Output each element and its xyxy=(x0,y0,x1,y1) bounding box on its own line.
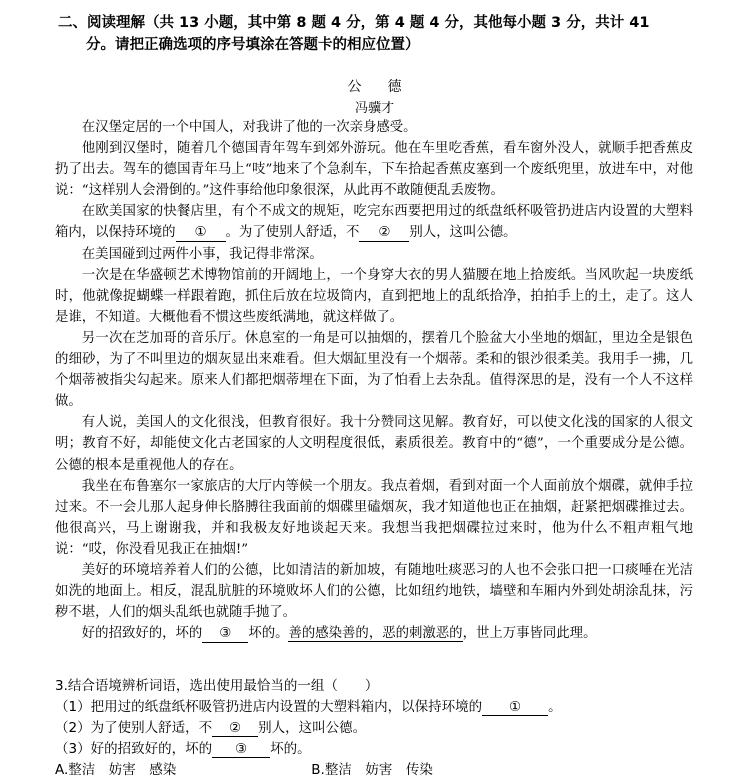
paragraph-10 xyxy=(55,623,693,644)
article-body xyxy=(55,117,693,644)
question-3 xyxy=(55,676,695,778)
item-3-blank: ③ xyxy=(212,741,270,758)
item-1-text-b: 。 xyxy=(548,699,562,715)
paragraph-4: 在美国碰到过两件小事，我记得非常深。 xyxy=(81,246,323,262)
question-3-options-cut: A.整洁 妨害 感染 B.整洁 妨害 传染 xyxy=(55,762,433,778)
question-3-stem: 3.结合语境辨析词语，选出使用最恰当的一组（ ） xyxy=(55,678,379,694)
paragraph-3-text-b: 。为了使别人舒适，不 xyxy=(225,225,360,241)
paragraph-8: 我坐在布鲁塞尔一家旅店的大厅内等候一个朋友。我点着烟，看到对面一个人面前放个烟碟，就伸手拉过来。不一会儿那人起身伸长胳膊往我面前的烟碟里磕烟灰，我才知道他也正在抽烟，赶紧把烟碟推过去。他很高兴，马上谢谢我，并和我极友好地谈起天来。我想当我把烟碟拉过来时，他为什么不粗声粗气地说：“哎，你没看见我正在抽烟!” xyxy=(55,478,693,557)
item-1-text-a: （1）把用过的纸盘纸杯吸管扔进店内设置的大塑料箱内，以保持环境的 xyxy=(55,699,483,715)
paragraph-3-text-c: 别人，这叫公德。 xyxy=(409,225,517,241)
article-title: 公德 xyxy=(347,79,428,95)
paragraph-2: 他刚到汉堡时，随着几个德国青年驾车到郊外游玩。他在车里吃香蕉，看车窗外没人，就顺手把香蕉皮扔了出去。驾车的德国青年马上“吱”地来了个急刹车，下车拾起香蕉皮塞到一个废纸兜里，放进车中，对他说：“这样别人会滑倒的。”这件事给他印象很深，从此再不敢随便乱丢废物。 xyxy=(55,141,693,199)
item-3-text-a: （3）好的招致好的，坏的 xyxy=(55,741,213,757)
paragraph-7: 有人说，美国人的文化很浅，但教育很好。我十分赞同这见解。教育好，可以使文化浅的国家的人很文明；教育不好，却能使文化古老国家的人文明程度很低，素质很差。教育中的“德”，一个重要成分是公德。公德的根本是重视他人的存在。 xyxy=(55,415,693,473)
question-3-item-3 xyxy=(55,739,695,760)
paragraph-10-text-c: ，世上万事皆同此理。 xyxy=(462,626,597,642)
blank-2: ② xyxy=(359,224,409,242)
paragraph-1: 在汉堡定居的一个中国人，对我讲了他的一次亲身感受。 xyxy=(81,120,417,135)
blank-3: ③ xyxy=(202,625,248,643)
paragraph-9: 美好的环境培养着人们的公德，比如清洁的新加坡，有随地吐痰恶习的人也不会张口把一口痰唾在光洁如洗的地面上。相反，混乱肮脏的环境败坏人们的公德，比如纽约地铁，墙壁和车厢内外到处胡涂乱抹，污秽不堪，人们的烟头乱纸也就随手抛了。 xyxy=(55,562,693,621)
paragraph-5: 一次是在华盛顿艺术博物馆前的开阔地上，一个身穿大衣的男人猫腰在地上拾废纸。当风吹起一块废纸时，他就像捉蝴蝶一样跟着跑，抓住后放在垃圾筒内，直到把地上的乱纸拾净，拍拍手上的土，走了。这人是谁，不知道。大概他看不惯这些废纸满地，就这样做了。 xyxy=(55,267,693,325)
article-author: 冯骥才 xyxy=(354,101,394,116)
question-3-item-1 xyxy=(55,697,695,718)
blank-1: ① xyxy=(176,224,226,242)
paragraph-10-text-b: 坏的。 xyxy=(248,626,289,642)
paragraph-6: 另一次在芝加哥的音乐厅。休息室的一角是可以抽烟的，摆着几个脸盆大小坐地的烟缸，里边全是银色的细砂，为了不叫里边的烟灰显出来难看。但大烟缸里没有一个烟蒂。柔和的银沙很柔美。我用手一拂，几个烟蒂被指尖勾起来。原来人们都把烟蒂埋在下面，为了怕看上去杂乱。值得深思的是，没有一个人不这样做。 xyxy=(55,330,693,410)
section-heading-line1: 二、阅读理解（共 13 小题，其中第 8 题 4 分，第 4 题 4 分，其他每小题 3 分，共计 41 xyxy=(58,15,650,31)
item-1-blank: ① xyxy=(482,699,548,716)
underlined-phrase: 善的感染善的，恶的刺激恶的 xyxy=(288,626,463,642)
section-heading-line2: 分。请把正确选项的序号填涂在答题卡的相应位置） xyxy=(86,37,420,53)
question-3-item-2 xyxy=(55,718,695,739)
item-2-text-b: 别人，这叫公德。 xyxy=(258,720,367,736)
item-2-text-a: （2）为了使别人舒适，不 xyxy=(55,720,213,736)
paragraph-10-text-a: 好的招致好的，坏的 xyxy=(81,626,203,642)
paragraph-3 xyxy=(55,201,693,243)
item-3-text-b: 坏的。 xyxy=(270,741,311,757)
paragraph-3-text-a: 在欧美国家的快餐店里，有个不成文的规矩，吃完东西要把用过的纸盘纸杯吸管扔进店内设置的大塑料箱内，以保持环境的 xyxy=(55,204,693,241)
section-heading xyxy=(58,12,718,56)
item-2-blank: ② xyxy=(212,720,258,737)
